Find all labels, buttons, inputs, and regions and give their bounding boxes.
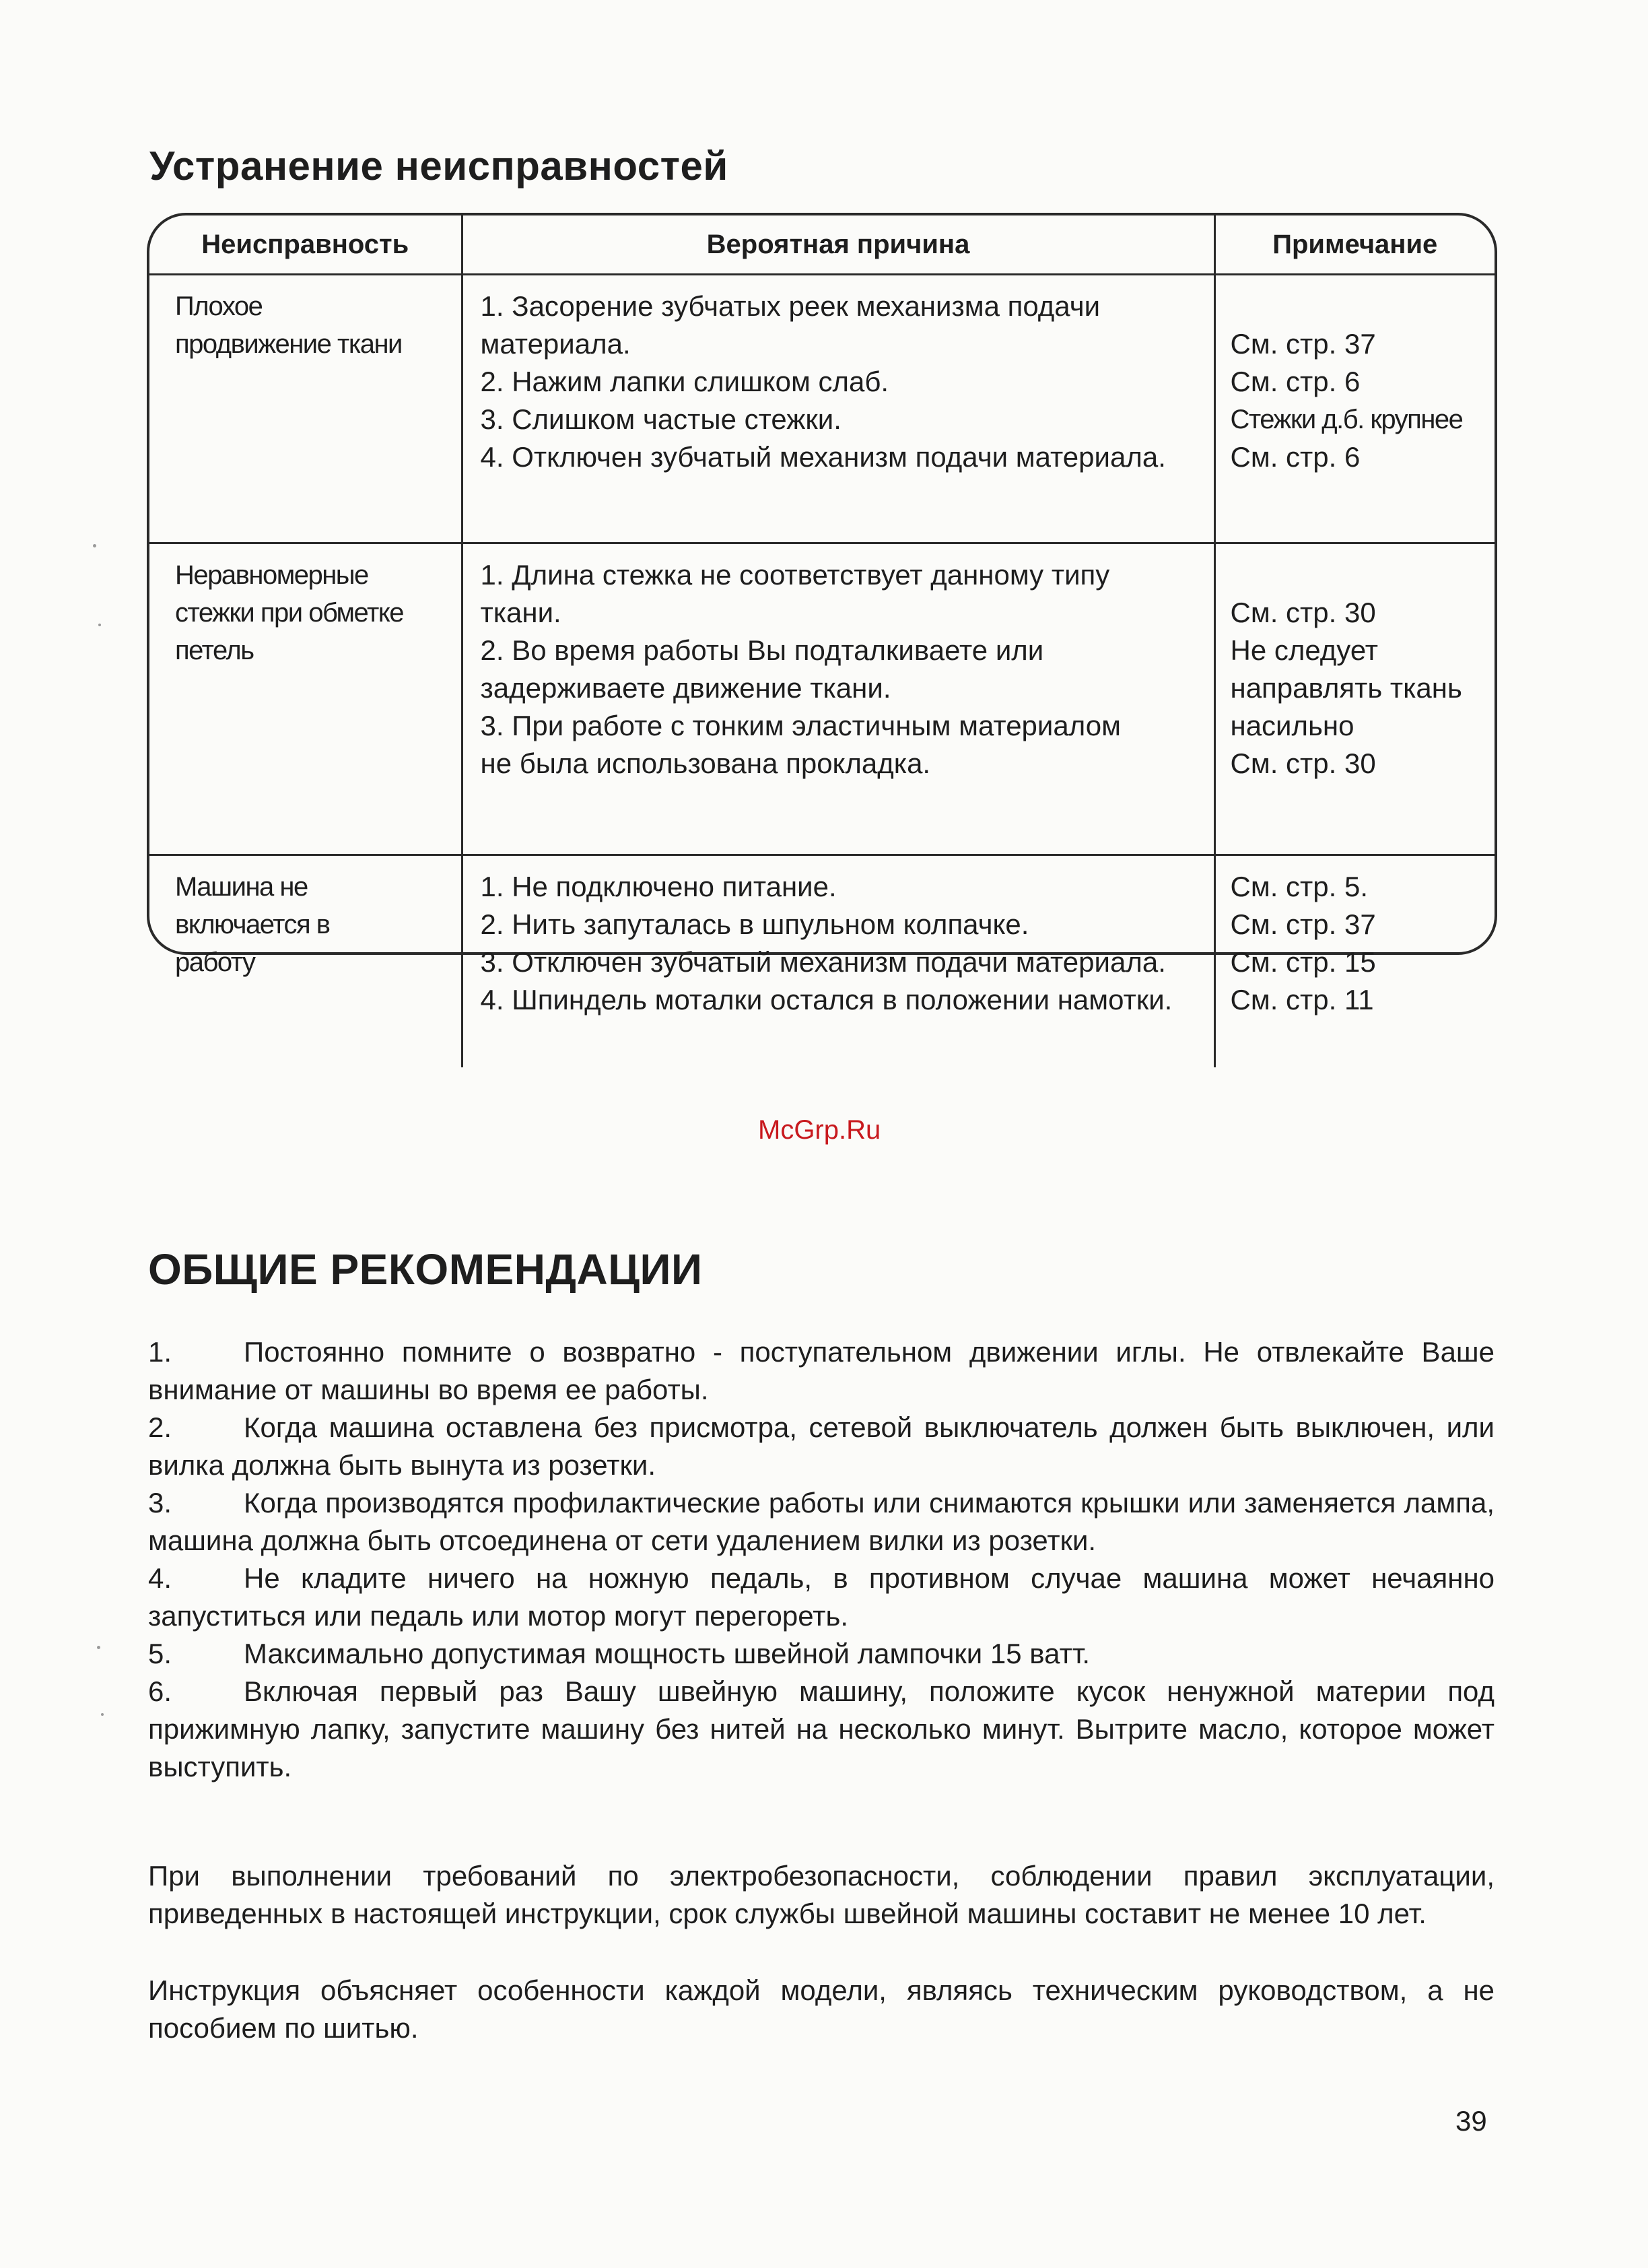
list-item-number: 5. [148,1638,172,1669]
note-cell [1214,855,1495,1068]
cause-line: не была использована прокладка. [480,747,931,779]
watermark-link[interactable]: McGrp.Ru [758,1115,881,1145]
note-line: См. стр. 6 [1230,366,1361,397]
scan-speck [97,1646,100,1649]
fault-cell: Плохое продвижение ткани [149,275,462,543]
page-number: 39 [1455,2105,1487,2137]
scan-speck [93,544,96,547]
header-note: Примечание [1214,215,1495,275]
cause-line: материала. [480,328,631,360]
cause-cell [462,855,1214,1068]
note-cell [1214,275,1495,543]
scan-speck [101,1713,104,1716]
cause-line: задерживаете движение ткани. [480,672,891,704]
cause-line: 4. Отключен зубчатый механизм подачи материала. [480,441,1166,473]
table-header-row [149,215,1495,275]
list-item-text: Включая первый раз Вашу швейную машину, положите кусок ненужной материи под прижимную лапку, запустите машину без нитей на несколько минут. Вытрите масло, которое может выступить. [148,1675,1495,1782]
cause-line: 2. Во время работы Вы подталкиваете или [480,634,1044,666]
note-line: См. стр. 37 [1230,328,1376,360]
cause-line: 3. Отключен зубчатый механизм подачи материала. [480,946,1166,978]
note-line: См. стр. 5. [1230,871,1369,902]
safety-paragraph: При выполнении требований по электробезопасности, соблюдении правил эксплуатации, приведенных в настоящей инструкции, срок службы швейной машины составит не менее 10 лет. [148,1860,1495,1929]
fault-cell: Неравномерные стежки при обметке петель [149,543,462,855]
list-item-number: 4. [148,1562,172,1594]
cause-line: 1. Не подключено питание. [480,871,837,902]
cause-cell [462,543,1214,855]
cause-line: 2. Нить запуталась в шпульном колпачке. [480,908,1029,940]
list-item-number: 2. [148,1411,172,1443]
recommendations-list [148,1333,1495,1786]
list-item [148,1560,1495,1635]
list-item [148,1635,1495,1673]
note-line: См. стр. 37 [1230,908,1376,940]
note-line: См. стр. 11 [1230,984,1374,1015]
cause-line: 2. Нажим лапки слишком слаб. [480,366,889,397]
troubleshooting-table [147,213,1497,1015]
table-row [149,855,1495,1068]
list-item [148,1484,1495,1560]
cause-line: 1. Засорение зубчатых реек механизма подачи [480,290,1101,322]
scan-speck [98,624,101,626]
table-row [149,275,1495,543]
table-row [149,543,1495,855]
header-cause: Вероятная причина [462,215,1214,275]
note-line: насильно [1230,710,1354,741]
list-item-text: Не кладите ничего на ножную педаль, в противном случае машина может нечаянно запуститься или педаль или мотор могут перегореть. [148,1562,1495,1632]
troubleshooting-title: Устранение неисправностей [149,143,728,189]
cause-line: 3. При работе с тонким эластичным материалом [480,710,1121,741]
note-cell [1214,543,1495,855]
note-line: направлять ткань [1230,672,1462,704]
cause-cell [462,275,1214,543]
note-line: См. стр. 6 [1230,441,1361,473]
list-item-number: 3. [148,1487,172,1519]
fault-cell: Машина не включается в работу [149,855,462,1068]
list-item-text: Когда машина оставлена без присмотра, сетевой выключатель должен быть выключен, или вилка должна быть вынута из розетки. [148,1411,1495,1481]
list-item-number: 1. [148,1336,172,1368]
recommendations-title: ОБЩИЕ РЕКОМЕНДАЦИИ [148,1245,703,1294]
note-line: См. стр. 15 [1230,946,1376,978]
cause-line: 3. Слишком частые стежки. [480,403,842,435]
list-item [148,1333,1495,1409]
note-line: Не следует [1230,634,1379,666]
cause-line: ткани. [480,597,561,628]
cause-line: 1. Длина стежка не соответствует данному типу [480,559,1110,591]
list-item [148,1409,1495,1484]
note-line: См. стр. 30 [1230,747,1376,779]
cause-line: 4. Шпиндель моталки остался в положении намотки. [480,984,1173,1015]
note-line: См. стр. 30 [1230,597,1376,628]
list-item-text: Когда производятся профилактические работы или снимаются крышки или заменяется лампа, машина должна быть отсоединена от сети удалением вилки из розетки. [148,1487,1495,1556]
list-item-number: 6. [148,1675,172,1707]
list-item-text: Максимально допустимая мощность швейной лампочки 15 ватт. [244,1638,1091,1669]
purpose-paragraph: Инструкция объясняет особенности каждой модели, являясь техническим руководством, а не пособием по шитью. [148,1974,1495,2044]
header-fault: Неисправность [149,215,462,275]
list-item-text: Постоянно помните о возвратно - поступательном движении иглы. Не отвлекайте Ваше внимание от машины во время ее работы. [148,1336,1495,1405]
note-line: Стежки д.б. крупнее [1230,405,1463,434]
list-item [148,1673,1495,1786]
